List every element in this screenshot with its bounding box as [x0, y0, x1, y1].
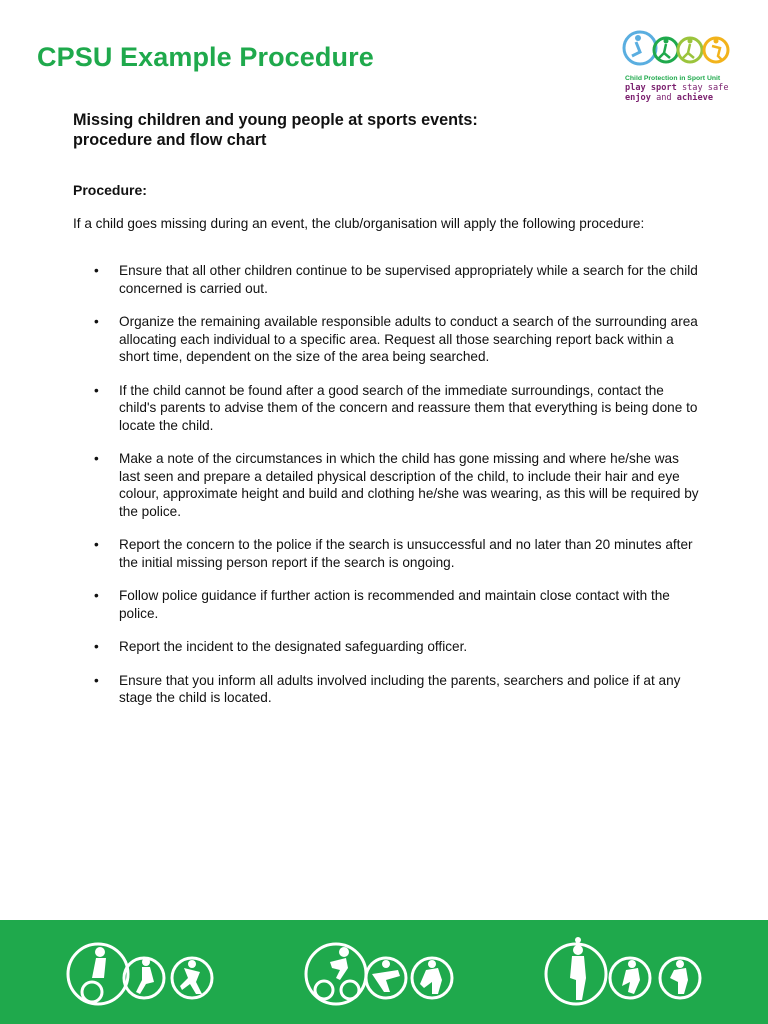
- procedure-item: • Organize the remaining available responsible adults to conduct a search of the surrounding area allocating each individual to a specific area. Request all those searching report back within a short time, dependent on the size of the area being searched.: [94, 314, 698, 364]
- bullet-icon: •: [94, 451, 99, 466]
- bullet-icon: •: [94, 263, 99, 278]
- bullet-icon: •: [94, 639, 99, 654]
- footer-sports-group-1-icon: [62, 934, 222, 1014]
- procedure-item: • Report the incident to the designated safeguarding officer.: [94, 639, 468, 654]
- page-title: CPSU Example Procedure: [37, 42, 374, 72]
- bullet-icon: •: [94, 588, 99, 603]
- logo-tagline-2: enjoy and achieve: [625, 93, 713, 103]
- heading-line-1: Missing children and young people at sports events:: [73, 111, 478, 129]
- procedure-item: • Ensure that all other children continue to be supervised appropriately while a search for the child concerned is carried out.: [94, 263, 698, 296]
- footer-sports-group-2-icon: [300, 934, 460, 1014]
- sports-figures-logo-icon: [622, 26, 738, 72]
- procedure-item: • Make a note of the circumstances in which the child has gone missing and where he/she was last seen and prepare a detailed physical description of the child, to include their hair and eye colour, approximate height and build and clothing he/she was wearing, as this will be required by the police.: [94, 451, 699, 519]
- logo-unit-name: Child Protection in Sport Unit: [625, 75, 721, 82]
- footer-sports-group-3-icon: [542, 934, 712, 1014]
- cpsu-logo: [622, 26, 738, 110]
- heading-line-2: procedure and flow chart: [73, 131, 267, 149]
- procedure-item: • If the child cannot be found after a good search of the immediate surroundings, contact the child's parents to advise them of the concern and reassure them that everything is being done to locate the child.: [94, 382, 698, 433]
- procedure-item: • Report the concern to the police if the search is unsuccessful and no later than 20 minutes after the initial missing person report if the search is ongoing.: [94, 537, 693, 570]
- bullet-icon: •: [94, 382, 99, 398]
- footer-band: [0, 920, 768, 1024]
- logo-tagline-1: play sport stay safe: [625, 83, 729, 93]
- bullet-icon: •: [94, 672, 99, 688]
- intro-paragraph: If a child goes missing during an event, the club/organisation will apply the following procedure:: [73, 216, 645, 231]
- procedure-item: • Ensure that you inform all adults involved including the parents, searchers and police if at any stage the child is located.: [94, 672, 681, 705]
- bullet-icon: •: [94, 314, 99, 329]
- document-heading: [73, 110, 478, 150]
- procedure-list: [73, 262, 701, 723]
- procedure-item: • Follow police guidance if further action is recommended and maintain close contact with the police.: [94, 588, 670, 621]
- section-label: Procedure:: [73, 182, 147, 198]
- bullet-icon: •: [94, 537, 99, 552]
